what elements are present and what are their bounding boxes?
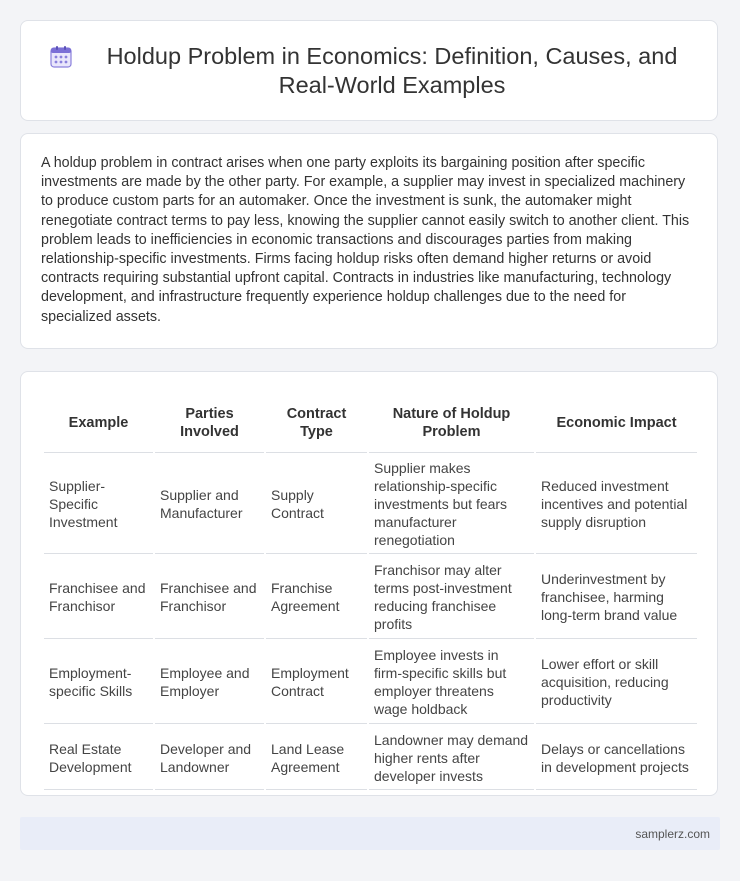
cell-example: Supplier-Specific Investment [44, 455, 153, 554]
header-example: Example [44, 394, 153, 453]
header-parties-involved: Parties Involved [155, 394, 264, 453]
cell-example: Employment-specific Skills [44, 641, 153, 724]
title-wrap [49, 42, 689, 100]
cell-nature: Supplier makes relationship-specific investments but fears manufacturer renegotiation [369, 455, 534, 554]
cell-example: Franchisee and Franchisor [44, 556, 153, 639]
cell-impact: Underinvestment by franchisee, harming long-term brand value [536, 556, 697, 639]
page-title: Holdup Problem in Economics: Definition, Causes, and Real-World Examples [106, 42, 678, 98]
cell-contract-type: Franchise Agreement [266, 556, 367, 639]
table-row [44, 455, 697, 554]
table-row [44, 641, 697, 724]
intro-card [20, 133, 718, 349]
cell-nature: Landowner may demand higher rents after developer invests [369, 726, 534, 790]
table-row [44, 726, 697, 790]
cell-parties: Supplier and Manufacturer [155, 455, 264, 554]
cell-impact: Reduced investment incentives and potential supply disruption [536, 455, 697, 554]
header-contract-type: Contract Type [266, 394, 367, 453]
cell-parties: Employee and Employer [155, 641, 264, 724]
table-header-row [44, 394, 697, 453]
table-row [44, 556, 697, 639]
footer-bar [20, 817, 720, 850]
header-economic-impact: Economic Impact [536, 394, 697, 453]
intro-paragraph: A holdup problem in contract arises when one party exploits its bargaining position after specific investments are made by the other party. For example, a supplier may invest in specialized machinery to produce custom parts for an automaker. Once the investment is sunk, the automaker might renegotiate contract terms to pay less, knowing the supplier cannot easily switch to another client. This problem leads to inefficiencies in economic transactions and discourages parties from making relationship-specific investments. Firms facing holdup risks often demand higher returns or avoid contracts requiring substantial upfront capital. Contracts in industries like manufacturing, technology development, and infrastructure frequently experience holdup challenges due to the need for specialized assets. [41, 155, 690, 325]
cell-parties: Developer and Landowner [155, 726, 264, 790]
footer-source[interactable]: samplerz.com [635, 826, 710, 841]
header-nature-of-holdup: Nature of Holdup Problem [369, 394, 534, 453]
cell-contract-type: Employment Contract [266, 641, 367, 724]
cell-nature: Employee invests in firm-specific skills but employer threatens wage holdback [369, 641, 534, 724]
title-card [20, 20, 718, 121]
cell-impact: Delays or cancellations in development projects [536, 726, 697, 790]
cell-impact: Lower effort or skill acquisition, reducing productivity [536, 641, 697, 724]
cell-nature: Franchisor may alter terms post-investment reducing franchisee profits [369, 556, 534, 639]
examples-table [42, 392, 699, 792]
cell-contract-type: Supply Contract [266, 455, 367, 554]
cell-parties: Franchisee and Franchisor [155, 556, 264, 639]
cell-contract-type: Land Lease Agreement [266, 726, 367, 790]
table-card [20, 371, 718, 796]
cell-example: Real Estate Development [44, 726, 153, 790]
calendar-grid-icon [49, 45, 73, 69]
